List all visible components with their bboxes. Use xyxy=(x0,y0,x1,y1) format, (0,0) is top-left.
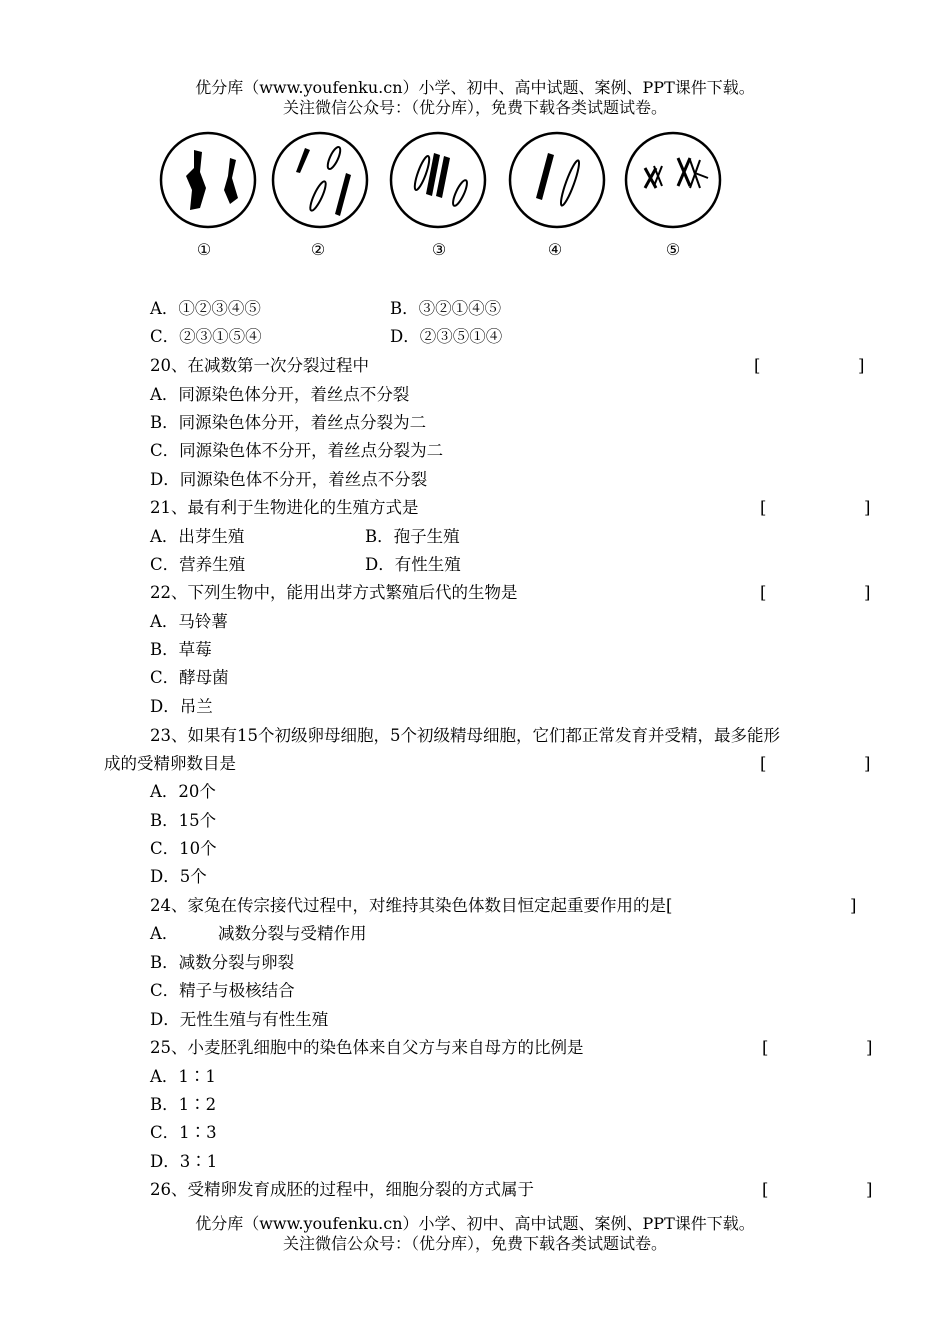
q24-option-c: C．精子与极核结合 xyxy=(150,981,295,1000)
q19-option-a: A．①②③④⑤ xyxy=(150,299,261,318)
q23-option-d: D．5个 xyxy=(150,867,207,886)
q25-option-b: B．1∶2 xyxy=(150,1095,217,1114)
page-header xyxy=(0,78,950,118)
footer-line-1: 优分库（www.youfenku.cn）小学、初中、高中试题、案例、PPT课件下载。 xyxy=(195,1214,755,1233)
footer-line-2: 关注微信公众号：（优分库），免费下载各类试题试卷。 xyxy=(282,1234,667,1253)
q24-stem: 24、家兔在传宗接代过程中，对维持其染色体数目恒定起重要作用的是[ xyxy=(150,896,673,915)
cell-label-3: ③ xyxy=(431,240,447,259)
cell-metaphase-icon xyxy=(161,133,255,227)
q24-answer-bracket-close: ] xyxy=(850,896,857,915)
q25-option-a: A．1∶1 xyxy=(150,1067,216,1086)
q22-option-c: C．酵母菌 xyxy=(150,668,229,687)
q23-stem-line-1: 23、如果有15个初级卵母细胞，5个初级精母细胞，它们都正常发育并受精，最多能形 xyxy=(150,726,780,745)
q21-option-d: D．有性生殖 xyxy=(365,555,461,574)
q26-answer-bracket-close: ] xyxy=(866,1180,873,1199)
q21-option-b: B．孢子生殖 xyxy=(365,527,460,546)
q22-option-b: B．草莓 xyxy=(150,640,212,659)
q25-answer-bracket-close: ] xyxy=(866,1038,873,1057)
q22-stem: 22、下列生物中，能用出芽方式繁殖后代的生物是 xyxy=(150,583,518,602)
cell-telophase-icon xyxy=(510,133,604,227)
q25-stem: 25、小麦胚乳细胞中的染色体来自父方与来自母方的比例是 xyxy=(150,1038,584,1057)
q20-answer-bracket-open: [ xyxy=(754,356,761,375)
q24-option-a-text: 减数分裂与受精作用 xyxy=(218,924,367,943)
q20-answer-bracket-close: ] xyxy=(858,356,865,375)
q25-answer-bracket-open: [ xyxy=(762,1038,769,1057)
q23-stem-line-2: 成的受精卵数目是 xyxy=(104,754,236,773)
q26-answer-bracket-open: [ xyxy=(762,1180,769,1199)
q19-option-d: D．②③⑤①④ xyxy=(390,327,503,346)
q22-option-a: A．马铃薯 xyxy=(150,612,228,631)
q24-option-a-letter: A． xyxy=(150,924,179,943)
q22-answer-bracket-close: ] xyxy=(864,583,871,602)
q23-option-c: C．10个 xyxy=(150,839,217,858)
q20-option-d: D．同源染色体不分开，着丝点不分裂 xyxy=(150,470,428,489)
q20-stem: 20、在减数第一次分裂过程中 xyxy=(150,356,369,375)
q23-answer-bracket-close: ] xyxy=(864,754,871,773)
q23-option-a: A．20个 xyxy=(150,782,216,801)
q20-option-a: A．同源染色体分开，着丝点不分裂 xyxy=(150,385,410,404)
cell-label-4: ④ xyxy=(547,240,563,259)
cell-anaphase-icon xyxy=(273,133,367,227)
page-footer xyxy=(0,1214,950,1254)
q21-answer-bracket-close: ] xyxy=(864,498,871,517)
cell-tetrad-icon xyxy=(626,133,720,227)
header-line-1: 优分库（www.youfenku.cn）小学、初中、高中试题、案例、PPT课件下载。 xyxy=(195,78,755,97)
q19-option-c: C．②③①⑤④ xyxy=(150,327,262,346)
q22-option-d: D．吊兰 xyxy=(150,697,213,716)
cell-label-5: ⑤ xyxy=(665,240,681,259)
header-line-2: 关注微信公众号：（优分库），免费下载各类试题试卷。 xyxy=(282,98,667,117)
q23-answer-bracket-open: [ xyxy=(760,754,767,773)
q23-option-b: B．15个 xyxy=(150,811,217,830)
q20-option-b: B．同源染色体分开，着丝点分裂为二 xyxy=(150,413,427,432)
q19-option-b: B．③②①④⑤ xyxy=(390,299,502,318)
q21-option-c: C．营养生殖 xyxy=(150,555,246,574)
q24-option-b: B．减数分裂与卵裂 xyxy=(150,953,295,972)
cell-label-2: ② xyxy=(310,240,326,259)
cell-separating-icon xyxy=(391,133,485,227)
q21-stem: 21、最有利于生物进化的生殖方式是 xyxy=(150,498,419,517)
q21-answer-bracket-open: [ xyxy=(760,498,767,517)
q25-option-d: D．3∶1 xyxy=(150,1152,218,1171)
q20-option-c: C．同源染色体不分开，着丝点分裂为二 xyxy=(150,441,444,460)
q22-answer-bracket-open: [ xyxy=(760,583,767,602)
cell-label-1: ① xyxy=(196,240,212,259)
q26-stem: 26、受精卵发育成胚的过程中，细胞分裂的方式属于 xyxy=(150,1180,534,1199)
q25-option-c: C．1∶3 xyxy=(150,1123,217,1142)
q21-option-a: A．出芽生殖 xyxy=(150,527,245,546)
q24-option-d: D．无性生殖与有性生殖 xyxy=(150,1010,329,1029)
